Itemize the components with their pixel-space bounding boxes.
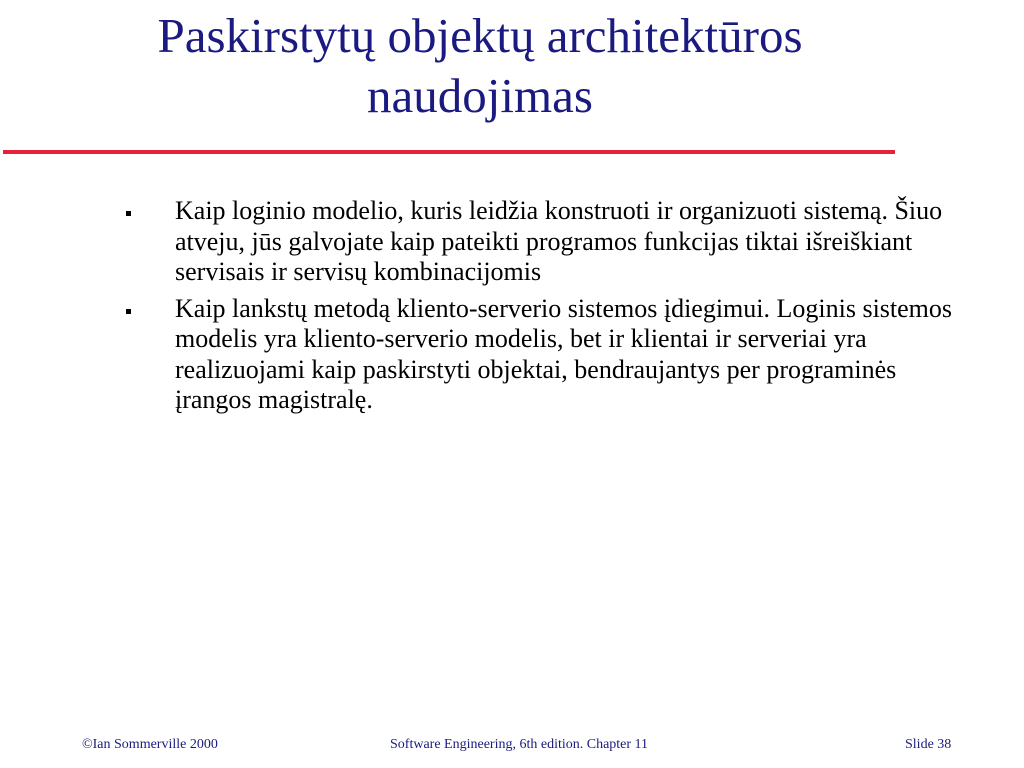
bullet-text: Kaip loginio modelio, kuris leidžia konstruoti ir organizuoti sistemą. Šiuo atveju, jūs galvojate kaip pateikti programos funkcijas tiktai išreiškiant servisais ir servisų kombinacijomis [175,196,943,286]
title-underline [3,150,895,154]
bullet-list [120,196,970,422]
footer-slide-number: Slide 38 [905,737,952,752]
square-bullet-icon [126,211,131,216]
bullet-text: Kaip lankstų metodą kliento-serverio sistemos įdiegimui. Loginis sistemos modelis yra kliento-serverio modelis, bet ir klientai ir serveriai yra realizuojami kaip paskirstyti objektai, bendraujantys per programinės įrangos magistralę. [175,293,953,414]
footer-copyright: ©Ian Sommerville 2000 [82,737,218,752]
bullet-item [120,196,970,288]
footer-book-title: Software Engineering, 6th edition. Chapter 11 [390,737,649,752]
bullet-item [120,294,970,416]
square-bullet-icon [126,309,131,314]
slide-title-line-1: Paskirstytų objektų architektūros [157,8,803,63]
slide-title-line-2: naudojimas [367,68,593,123]
slide-title [0,6,960,126]
slide-footer [0,737,1024,757]
